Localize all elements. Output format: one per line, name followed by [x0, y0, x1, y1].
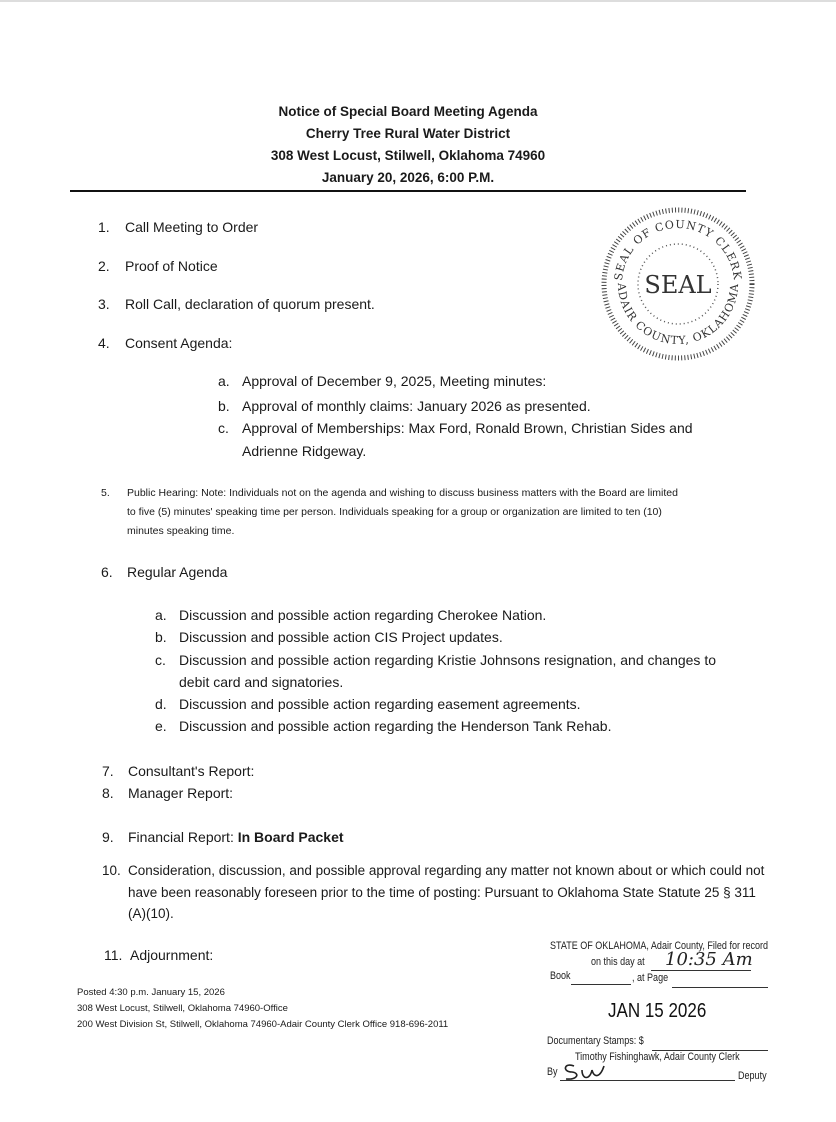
- sub-letter: e.: [155, 718, 167, 734]
- stamp-at-page: , at Page: [632, 972, 669, 984]
- sub-text: Approval of December 9, 2025, Meeting minutes:: [242, 373, 547, 389]
- item-text: Manager Report:: [128, 785, 234, 801]
- sub-letter: d.: [155, 696, 167, 712]
- handwritten-time: 10:35 Am: [665, 949, 753, 970]
- org-name: Cherry Tree Rural Water District: [305, 126, 511, 141]
- item-text: Consent Agenda:: [125, 335, 233, 351]
- notice-title: Notice of Special Board Meeting Agenda: [278, 104, 538, 119]
- header-rule: [70, 190, 746, 192]
- sub-text: Discussion and possible action CIS Project updates.: [179, 629, 503, 645]
- item-text: Call Meeting to Order: [125, 219, 259, 235]
- sub-letter: b.: [155, 629, 167, 645]
- county-clerk-seal: [598, 206, 758, 362]
- item-line: Consideration, discussion, and possible approval regarding any matter not known about or which could not: [128, 863, 765, 878]
- sub-letter: c.: [155, 652, 166, 668]
- posted-line: Posted 4:30 p.m. January 15, 2026: [77, 987, 225, 998]
- item-number: 3.: [98, 296, 110, 312]
- item-text: [128, 829, 344, 845]
- seal-center-text: SEAL: [644, 271, 712, 299]
- item-number: 4.: [98, 335, 110, 351]
- stamp-book: Book: [550, 970, 571, 982]
- item-number: 9.: [102, 829, 114, 845]
- stamp-deputy: Deputy: [738, 1070, 767, 1082]
- sub-letter: b.: [218, 398, 230, 414]
- public-hearing-line: to five (5) minutes' speaking time per person. Individuals speaking for a group or organization are limited to ten (10): [127, 506, 662, 518]
- sub-text: Discussion and possible action regarding Kristie Johnsons resignation, and changes to: [179, 652, 716, 668]
- item-text: Regular Agenda: [127, 564, 228, 580]
- item-label: Financial Report:: [128, 829, 238, 845]
- clerk-office-address: 200 West Division St, Stilwell, Oklahoma 74960-Adair County Clerk Office 918-696-2011: [77, 1019, 449, 1030]
- item-number: 6.: [101, 564, 113, 580]
- deputy-signature: [560, 1060, 610, 1082]
- org-address: 308 West Locust, Stilwell, Oklahoma 74960: [270, 148, 546, 163]
- stamp-line1: STATE OF OKLAHOMA, Adair County, Filed for record: [550, 940, 769, 952]
- item-number: 8.: [102, 785, 114, 801]
- item-number: 5.: [101, 487, 110, 499]
- scan-edge: [0, 0, 836, 2]
- item-text: Proof of Notice: [125, 258, 218, 274]
- item-number: 11.: [104, 947, 123, 963]
- public-hearing-line: minutes speaking time.: [127, 525, 235, 537]
- sub-text-cont: Adrienne Ridgeway.: [242, 443, 367, 459]
- stamp-date: JAN 15 2026: [608, 1000, 707, 1022]
- public-hearing-line: Public Hearing: Note: Individuals not on the agenda and wishing to discuss business matters with the Board are limited: [127, 487, 678, 499]
- seal-ring-bottom: ADAIR COUNTY, OKLAHOMA: [614, 282, 742, 348]
- sub-text: Approval of monthly claims: January 2026 as presented.: [242, 398, 591, 414]
- item-text: Adjournment:: [130, 947, 214, 963]
- by-line: [560, 1080, 735, 1081]
- office-address: 308 West Locust, Stilwell, Oklahoma 74960-Office: [77, 1003, 288, 1014]
- stamp-doc-stamps: Documentary Stamps: $: [547, 1035, 644, 1047]
- item-line: have been reasonably foreseen prior to the time of posting: Pursuant to Oklahoma State Statute 25 § 311: [128, 885, 756, 900]
- sub-letter: a.: [218, 373, 230, 389]
- book-line: [571, 984, 631, 985]
- item-number: 7.: [102, 763, 114, 779]
- sub-text-cont: debit card and signatories.: [179, 674, 344, 690]
- stamp-by: By: [547, 1066, 558, 1078]
- seal-ring-top: SEAL OF COUNTY CLERK: [612, 217, 745, 282]
- item-line: (A)(10).: [128, 906, 174, 921]
- time-underline: [651, 970, 751, 971]
- item-number: 10.: [102, 863, 121, 878]
- sub-letter: c.: [218, 420, 229, 436]
- sub-text: Discussion and possible action regarding the Henderson Tank Rehab.: [179, 718, 612, 734]
- sub-text: Discussion and possible action regarding easement agreements.: [179, 696, 581, 712]
- sub-letter: a.: [155, 607, 167, 623]
- item-bold: In Board Packet: [237, 829, 344, 845]
- item-number: 1.: [98, 219, 110, 235]
- stamp-clerk: Timothy Fishinghawk, Adair County Clerk: [575, 1051, 740, 1063]
- sub-text: Approval of Memberships: Max Ford, Ronald Brown, Christian Sides and: [242, 420, 693, 436]
- stamp-line2: on this day at: [591, 956, 645, 968]
- item-text: Consultant's Report:: [128, 763, 255, 779]
- meeting-datetime: January 20, 2026, 6:00 P.M.: [321, 170, 495, 185]
- item-text: Roll Call, declaration of quorum present.: [125, 296, 375, 312]
- sub-text: Discussion and possible action regarding Cherokee Nation.: [179, 607, 547, 623]
- page-line: [672, 987, 768, 988]
- item-number: 2.: [98, 258, 110, 274]
